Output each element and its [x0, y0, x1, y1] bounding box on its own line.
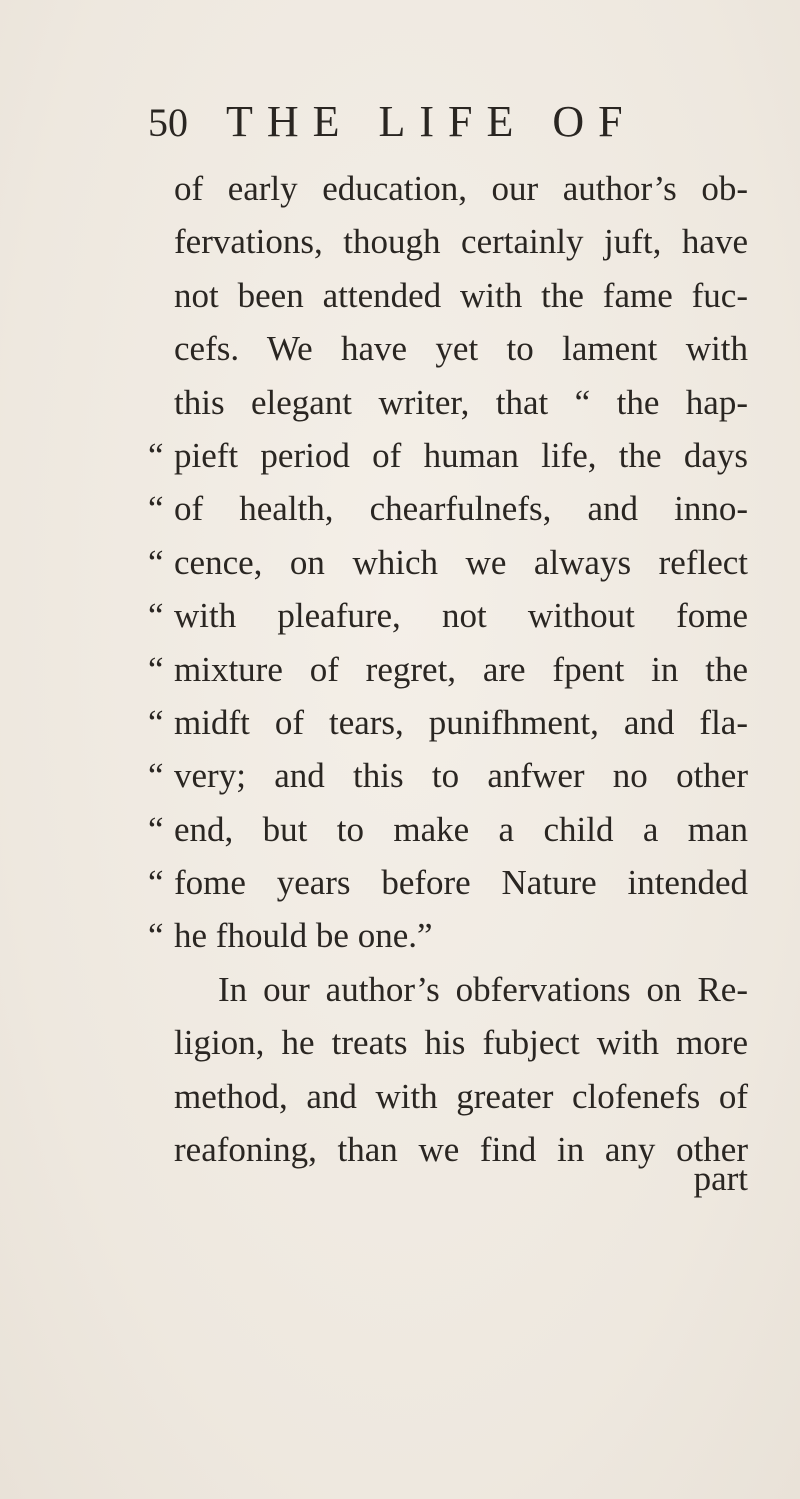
line-text: fome years before Nature intended: [174, 863, 748, 903]
body-text: [148, 162, 748, 1176]
text-line: [148, 696, 748, 749]
text-line: [148, 803, 748, 856]
line-text: very; and this to anfwer no other: [174, 756, 748, 796]
quote-mark: “: [148, 916, 164, 956]
line-text: fervations, though certainly juft, have: [174, 222, 748, 262]
quote-mark: “: [148, 542, 164, 582]
quote-mark: [148, 1123, 174, 1176]
line-text: midft of tears, punifhment, and fla-: [174, 702, 748, 742]
line-text: mixture of regret, are fpent in the: [174, 649, 748, 689]
quote-mark: “: [148, 809, 164, 849]
quote-mark: “: [148, 702, 164, 742]
line-text: method, and with greater clofenefs of: [174, 1076, 748, 1116]
quote-mark: “: [148, 596, 164, 636]
line-text: cefs. We have yet to lament with: [174, 329, 748, 369]
text-line: [148, 215, 748, 268]
quote-mark: “: [148, 489, 164, 529]
text-line: [148, 963, 748, 1016]
quote-mark: [148, 963, 174, 1016]
text-line: [148, 589, 748, 642]
line-text: not been attended with the fame fuc-: [174, 275, 748, 315]
quote-mark: [148, 1016, 174, 1069]
line-text: of health, chearfulnefs, and inno-: [174, 489, 748, 529]
text-line: [148, 643, 748, 696]
quote-mark: “: [148, 756, 164, 796]
line-text: ligion, he treats his fubject with more: [174, 1023, 748, 1063]
text-line: [148, 162, 748, 215]
quote-mark: [148, 376, 174, 429]
line-text: reafoning, than we find in any other: [174, 1130, 748, 1170]
quote-mark: [148, 162, 174, 215]
quote-mark: [148, 215, 174, 268]
quote-mark: “: [148, 649, 164, 689]
text-line: [148, 482, 748, 535]
line-text: In our author’s obfervations on Re-: [218, 969, 748, 1009]
page-header: [148, 96, 637, 156]
text-line: [148, 376, 748, 429]
text-line: [148, 322, 748, 375]
catchword: part: [693, 1159, 748, 1198]
text-line: [148, 1016, 748, 1069]
quote-mark: “: [148, 863, 164, 903]
line-text: this elegant writer, that “ the hap-: [174, 382, 748, 422]
line-text: with pleafure, not without fome: [174, 596, 748, 636]
line-text: pieft period of human life, the days: [174, 435, 748, 475]
line-text: end, but to make a child a man: [174, 809, 748, 849]
line-text: cence, on which we always reflect: [174, 542, 748, 582]
line-text: of early education, our author’s ob-: [174, 169, 748, 208]
running-title: THE LIFE OF: [226, 97, 637, 146]
text-line: [148, 856, 748, 909]
line-text: he fhould be one.”: [174, 916, 433, 956]
text-line: [148, 429, 748, 482]
text-line: [148, 1070, 748, 1123]
text-line: [148, 1123, 748, 1176]
quote-mark: [148, 322, 174, 375]
text-line: [148, 909, 748, 962]
quote-mark: “: [148, 435, 164, 475]
text-line: [148, 269, 748, 322]
text-line: [148, 536, 748, 589]
page-number: 50: [148, 100, 188, 145]
quote-mark: [148, 1070, 174, 1123]
quote-mark: [148, 269, 174, 322]
text-line: [148, 749, 748, 802]
